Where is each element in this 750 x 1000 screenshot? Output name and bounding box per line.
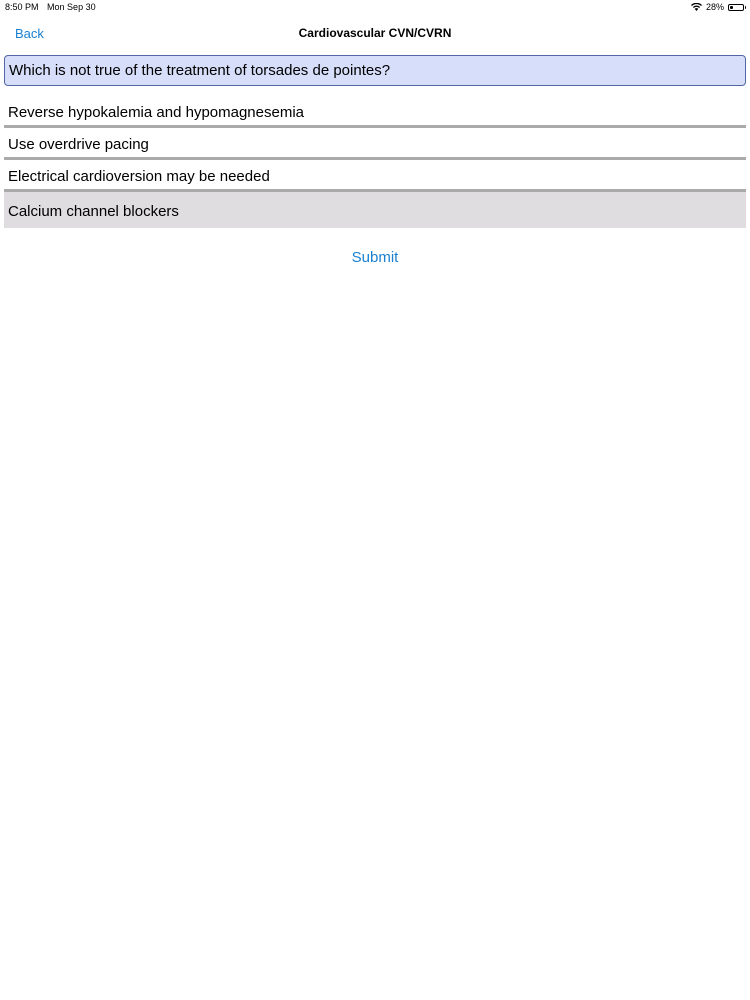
status-time: 8:50 PM <box>5 2 39 12</box>
wifi-icon <box>691 3 702 11</box>
answer-option-1[interactable]: Reverse hypokalemia and hypomagnesemia <box>4 96 746 128</box>
page-title: Cardiovascular CVN/CVRN <box>298 26 452 40</box>
submit-button[interactable]: Submit <box>351 249 399 266</box>
back-button[interactable]: Back <box>15 26 44 41</box>
question-text: Which is not true of the treatment of torsades de pointes? <box>4 55 746 86</box>
answer-list <box>4 96 746 228</box>
battery-icon <box>728 4 744 11</box>
battery-fill <box>730 6 733 9</box>
answer-option-2[interactable]: Use overdrive pacing <box>4 128 746 160</box>
battery-percent: 28% <box>705 2 724 12</box>
status-right <box>691 0 744 14</box>
answer-option-3[interactable]: Electrical cardioversion may be needed <box>4 160 746 192</box>
status-bar <box>0 0 750 14</box>
status-date: Mon Sep 30 <box>47 2 96 12</box>
status-left <box>5 0 102 14</box>
answer-option-4[interactable]: Calcium channel blockers <box>4 192 746 228</box>
navigation-bar <box>0 14 750 54</box>
